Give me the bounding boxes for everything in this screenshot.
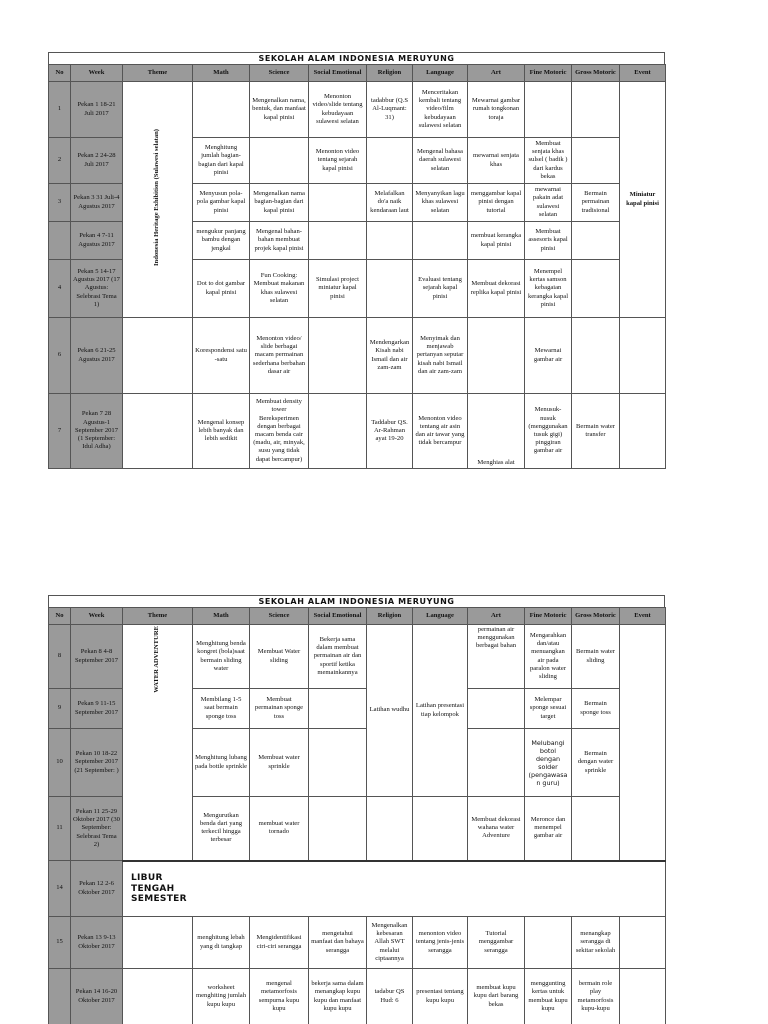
cell-religion xyxy=(367,222,413,260)
header-event: Event xyxy=(620,608,666,625)
cell-science: mengenal metamorfosis sempurna kupu kupu xyxy=(250,969,309,1024)
cell-language: Menyanyikan lagu khas sulawesi selatan xyxy=(413,184,468,222)
cell-math: Menghitung lubang pada bottle sprinkle xyxy=(193,729,250,797)
cell-gross xyxy=(572,797,620,861)
header-religion: Religion xyxy=(367,65,413,82)
theme-cell xyxy=(123,82,193,318)
cell-math: Korespondensi satu -satu xyxy=(193,318,250,394)
event-cell xyxy=(620,917,666,969)
cell-gross: menangkap serangga di sekitar sekolah xyxy=(572,917,620,969)
cell-math: worksheet menghiting jumlah kupu kupu xyxy=(193,969,250,1024)
cell-fine: Membuat senjata khas sulsel ( badik ) dari kardus bekas xyxy=(525,138,572,184)
cell-social: mengetahui manfaat dan bahaya serangga xyxy=(309,917,367,969)
cell-gross: Bermain water sliding xyxy=(572,625,620,689)
cell-social xyxy=(309,184,367,222)
cell-art: membuat kerangka kapal pinisi xyxy=(468,222,525,260)
header-theme: Theme xyxy=(123,608,193,625)
cell-art: Membuat dekorasi replika kapal pinisi xyxy=(468,260,525,318)
cell-science: Mengenalkan nama, bentuk, dan manfaat kapal pinisi xyxy=(250,82,309,138)
row-week: Pekan 2 24-28 Juli 2017 xyxy=(71,138,123,184)
cell-math xyxy=(193,82,250,138)
cell-religion: Melafalkan do'a naik kendaraan laut xyxy=(367,184,413,222)
header-fine: Fine Motoric xyxy=(525,65,572,82)
cell-language: Menonton video tentang air asin dan air tawar yang tidak bercampur xyxy=(413,394,468,469)
row-no xyxy=(49,222,71,260)
cell-fine: Menusuk-nusuk (menggunakan tusuk gigi) pinggiran gambar air xyxy=(525,394,572,469)
cell-language: Mengenal bahasa daerah sulawesi selatan xyxy=(413,138,468,184)
cell-science: membuat water tornado xyxy=(250,797,309,861)
event-cell xyxy=(620,82,666,318)
header-no: No xyxy=(49,65,71,82)
cell-math: Mengenal konsep lebih banyak dan lebih sedikit xyxy=(193,394,250,469)
cell-social xyxy=(309,729,367,797)
event-cell xyxy=(620,969,666,1024)
theme-cell xyxy=(123,394,193,469)
cell-social xyxy=(309,394,367,469)
row-week: Pekan 3 31 Juli-4 Agustus 2017 xyxy=(71,184,123,222)
cell-art xyxy=(468,729,525,797)
cell-math: menghitung lebah yang di tangkap xyxy=(193,917,250,969)
header-language: Language xyxy=(413,65,468,82)
cell-religion: Mendengarkan Kisah nabi Ismail dan air zam-zam xyxy=(367,318,413,394)
row-week: Pekan 13 9-13 Oktober 2017 xyxy=(71,917,123,969)
cell-social: Menonton video tentang sejarah kapal pinisi xyxy=(309,138,367,184)
cell-fine: Meronce dan menempel gambar air xyxy=(525,797,572,861)
row-week: Pekan 8 4-8 September 2017 xyxy=(71,625,123,689)
row-no: 10 xyxy=(49,729,71,797)
cell-fine: Mengarahkan dan/atau menuangkan air pada paralon water sliding xyxy=(525,625,572,689)
row-week: Pekan 1 18-21 Juli 2017 xyxy=(71,82,123,138)
cell-fine: Melempar sponge sesuai target xyxy=(525,689,572,729)
libur-label: LIBUR TENGAH SEMESTER xyxy=(131,873,187,904)
row-week: Pekan 6 21-25 Agustus 2017 xyxy=(71,318,123,394)
cell-religion xyxy=(367,138,413,184)
theme-cell xyxy=(123,625,193,861)
schedule-sheet-1 xyxy=(48,52,665,469)
cell-gross: bermain role play metamorfosis kupu-kupu xyxy=(572,969,620,1024)
cell-social: bekerja sama dalam menangkap kupu kupu dan manfaat kupu kupu xyxy=(309,969,367,1024)
cell-art: Membuat dekorasi wahana water Adventure xyxy=(468,797,525,861)
row-week: Pekan 14 16-20 Oktober 2017 xyxy=(71,969,123,1024)
event-cell xyxy=(620,318,666,394)
cell-gross xyxy=(572,260,620,318)
header-event: Event xyxy=(620,65,666,82)
cell-science: Fun Cooking: Membuat makanan khas sulawesi selatan xyxy=(250,260,309,318)
row-week: Pekan 9 11-15 September 2017 xyxy=(71,689,123,729)
cell-gross: Bermain sponge toss xyxy=(572,689,620,729)
school-title: SEKOLAH ALAM INDONESIA MERUYUNG xyxy=(48,52,665,64)
table-row xyxy=(49,394,666,469)
cell-social xyxy=(309,689,367,729)
row-no xyxy=(49,969,71,1024)
header-art: Art xyxy=(468,65,525,82)
cell-language: Evaluasi tentang sejarah kapal pinisi xyxy=(413,260,468,318)
cell-gross: Bermain water transfer xyxy=(572,394,620,469)
cell-social: Bekerja sama dalam membuat permainan air dan sportif ketika memainkannya xyxy=(309,625,367,689)
header-language: Language xyxy=(413,608,468,625)
header-row xyxy=(49,65,666,82)
header-week: Week xyxy=(71,65,123,82)
cell-fine: Melubangi botol dengan solder (pengawasan guru) xyxy=(525,729,572,797)
event-cell xyxy=(620,394,666,469)
cell-science: Membuat density tower Bereksperimen dengan berbagai macam benda cair (madu, air, minyak, susu yang tidak dapat bercampur) xyxy=(250,394,309,469)
cell-fine xyxy=(525,82,572,138)
cell-language: Menceritakan kembali tentang video/film kebudayaan sulawesi selatan xyxy=(413,82,468,138)
cell-social: Menonton video/slide tentang kebudayaan sulawesi selatan xyxy=(309,82,367,138)
cell-science: Mengenal bahan-bahan membuat projek kapal pinisi xyxy=(250,222,309,260)
cell-fine xyxy=(525,917,572,969)
cell-art: membuat kupu kupu dari barang bekas xyxy=(468,969,525,1024)
cell-gross xyxy=(572,318,620,394)
event-label: Miniatur kapal pinisi xyxy=(626,191,659,207)
header-religion: Religion xyxy=(367,608,413,625)
header-social: Social Emotional xyxy=(309,608,367,625)
row-no: 1 xyxy=(49,82,71,138)
schedule-table-1 xyxy=(48,64,666,469)
cell-math: Menghitung jumlah bagian-bagian dari kapal pinisi xyxy=(193,138,250,184)
cell-science: Menonton video/ slide berbagai macam permainan sederhana berbahan dasar air xyxy=(250,318,309,394)
cell-fine: Membuat assesoris kapal pinisi xyxy=(525,222,572,260)
row-week: Pekan 7 28 Agustus-1 September 2017 (1 September: Idul Adha) xyxy=(71,394,123,469)
row-no: 2 xyxy=(49,138,71,184)
theme-cell xyxy=(123,917,193,969)
header-fine: Fine Motoric xyxy=(525,608,572,625)
header-science: Science xyxy=(250,608,309,625)
cell-math: Menghitung benda kongret (bola)saat bermain sliding water xyxy=(193,625,250,689)
cell-art: Tutorial menggambar serangga xyxy=(468,917,525,969)
cell-gross: Bermain dengan water sprinkle xyxy=(572,729,620,797)
event-cell xyxy=(620,625,666,861)
cell-science xyxy=(250,138,309,184)
cell-language: menonton video tentang jenis-jenis serangga xyxy=(413,917,468,969)
theme-cell xyxy=(123,969,193,1024)
cell-language: presentasi tentang kupu kupu xyxy=(413,969,468,1024)
cell-art: menggambar kapal pinisi dengan tutorial xyxy=(468,184,525,222)
cell-art: permainan air menggunakan berbagai bahan xyxy=(468,625,525,689)
row-week: Pekan 10 18-22 September 2017 (21 September: ) xyxy=(71,729,123,797)
cell-science: Mengenalkan nama bagian-bagian dari kapal pinisi xyxy=(250,184,309,222)
header-gross: Gross Motoric xyxy=(572,608,620,625)
cell-language xyxy=(413,797,468,861)
cell-science: Mengidentifikasi ciri-ciri serangga xyxy=(250,917,309,969)
header-no: No xyxy=(49,608,71,625)
cell-gross xyxy=(572,82,620,138)
libur-cell xyxy=(123,861,666,917)
cell-science: Membuat Water sliding xyxy=(250,625,309,689)
header-math: Math xyxy=(193,608,250,625)
theme-label: WATER ADVENTURE xyxy=(153,626,161,693)
row-no: 7 xyxy=(49,394,71,469)
cell-religion: Mengenalkan kebesaran Allah SWT melalui ciptaannya xyxy=(367,917,413,969)
cell-language: Menyimak dan menjawab pertanyan seputar kisah nabi Ismail dan air zam-zam xyxy=(413,318,468,394)
table-row xyxy=(49,625,666,689)
table-row xyxy=(49,861,666,917)
cell-religion: Latihan wudhu xyxy=(367,625,413,797)
row-no: 4 xyxy=(49,260,71,318)
row-no: 3 xyxy=(49,184,71,222)
table-row xyxy=(49,969,666,1024)
cell-fine: menggunting kertas untuk membuat kupu kupu xyxy=(525,969,572,1024)
cell-fine: Menempel kertas samson kebagaian kerangka kapal pinisi xyxy=(525,260,572,318)
cell-fine: Mewarnai gambar air xyxy=(525,318,572,394)
cell-religion: tadabur QS Hud: 6 xyxy=(367,969,413,1024)
cell-gross xyxy=(572,222,620,260)
cell-science: Membuat water sprinkle xyxy=(250,729,309,797)
cell-language xyxy=(413,222,468,260)
row-no: 14 xyxy=(49,861,71,917)
theme-label: Indonesia Heritage Exhibition (Sulawesi selatan) xyxy=(153,129,161,267)
cell-religion: Taddabur QS. Ar-Rahman ayat 19-20 xyxy=(367,394,413,469)
row-no: 15 xyxy=(49,917,71,969)
table-row xyxy=(49,917,666,969)
school-title: SEKOLAH ALAM INDONESIA MERUYUNG xyxy=(48,595,665,607)
row-no: 6 xyxy=(49,318,71,394)
header-gross: Gross Motoric xyxy=(572,65,620,82)
cell-art: mewarnai senjata khas xyxy=(468,138,525,184)
table-row xyxy=(49,318,666,394)
cell-social xyxy=(309,318,367,394)
table-row xyxy=(49,82,666,138)
header-science: Science xyxy=(250,65,309,82)
cell-art: Mewarnai gambar rumah tongkonan toraja xyxy=(468,82,525,138)
row-week: Pekan 5 14-17 Agustus 2017 (17 Agustus: Selebrasi Tema 1) xyxy=(71,260,123,318)
cell-science: Membuat permainan sponge toss xyxy=(250,689,309,729)
cell-gross xyxy=(572,138,620,184)
cell-math: Mengurutkan benda dari yang terkecil hingga terbesar xyxy=(193,797,250,861)
cell-art: Menghias alat xyxy=(468,394,525,469)
row-no: 9 xyxy=(49,689,71,729)
cell-math: Menyusun pola-pola gambar kapal pinisi xyxy=(193,184,250,222)
cell-religion xyxy=(367,260,413,318)
theme-cell xyxy=(123,318,193,394)
header-week: Week xyxy=(71,608,123,625)
header-math: Math xyxy=(193,65,250,82)
header-social: Social Emotional xyxy=(309,65,367,82)
row-no: 11 xyxy=(49,797,71,861)
cell-gross: Bermain permainan tradisional xyxy=(572,184,620,222)
cell-art xyxy=(468,318,525,394)
row-week: Pekan 12 2-6 Oktober 2017 xyxy=(71,861,123,917)
schedule-table-2 xyxy=(48,607,666,1024)
cell-math: mengukur panjang bambu dengan jengkal xyxy=(193,222,250,260)
header-theme: Theme xyxy=(123,65,193,82)
header-row xyxy=(49,608,666,625)
cell-art xyxy=(468,689,525,729)
row-week: Pekan 11 25-29 Oktober 2017 (30 September: Selebrasi Tema 2) xyxy=(71,797,123,861)
cell-fine: mewarnai pakain adat sulawesi selatan xyxy=(525,184,572,222)
cell-social xyxy=(309,797,367,861)
cell-social xyxy=(309,222,367,260)
header-art: Art xyxy=(468,608,525,625)
row-no: 8 xyxy=(49,625,71,689)
row-week: Pekan 4 7-11 Agustus 2017 xyxy=(71,222,123,260)
cell-math: Dot to dot gambar kapal pinisi xyxy=(193,260,250,318)
cell-social: Simulasi project miniatur kapal pinisi xyxy=(309,260,367,318)
schedule-sheet-2 xyxy=(48,595,665,1024)
cell-math: Membilang 1-5 saat bermain sponge toss xyxy=(193,689,250,729)
cell-language: Latihan presentasi tiap kelompok xyxy=(413,625,468,797)
cell-religion: tadabbur (Q.S Al-Luqmant: 31) xyxy=(367,82,413,138)
cell-religion xyxy=(367,797,413,861)
